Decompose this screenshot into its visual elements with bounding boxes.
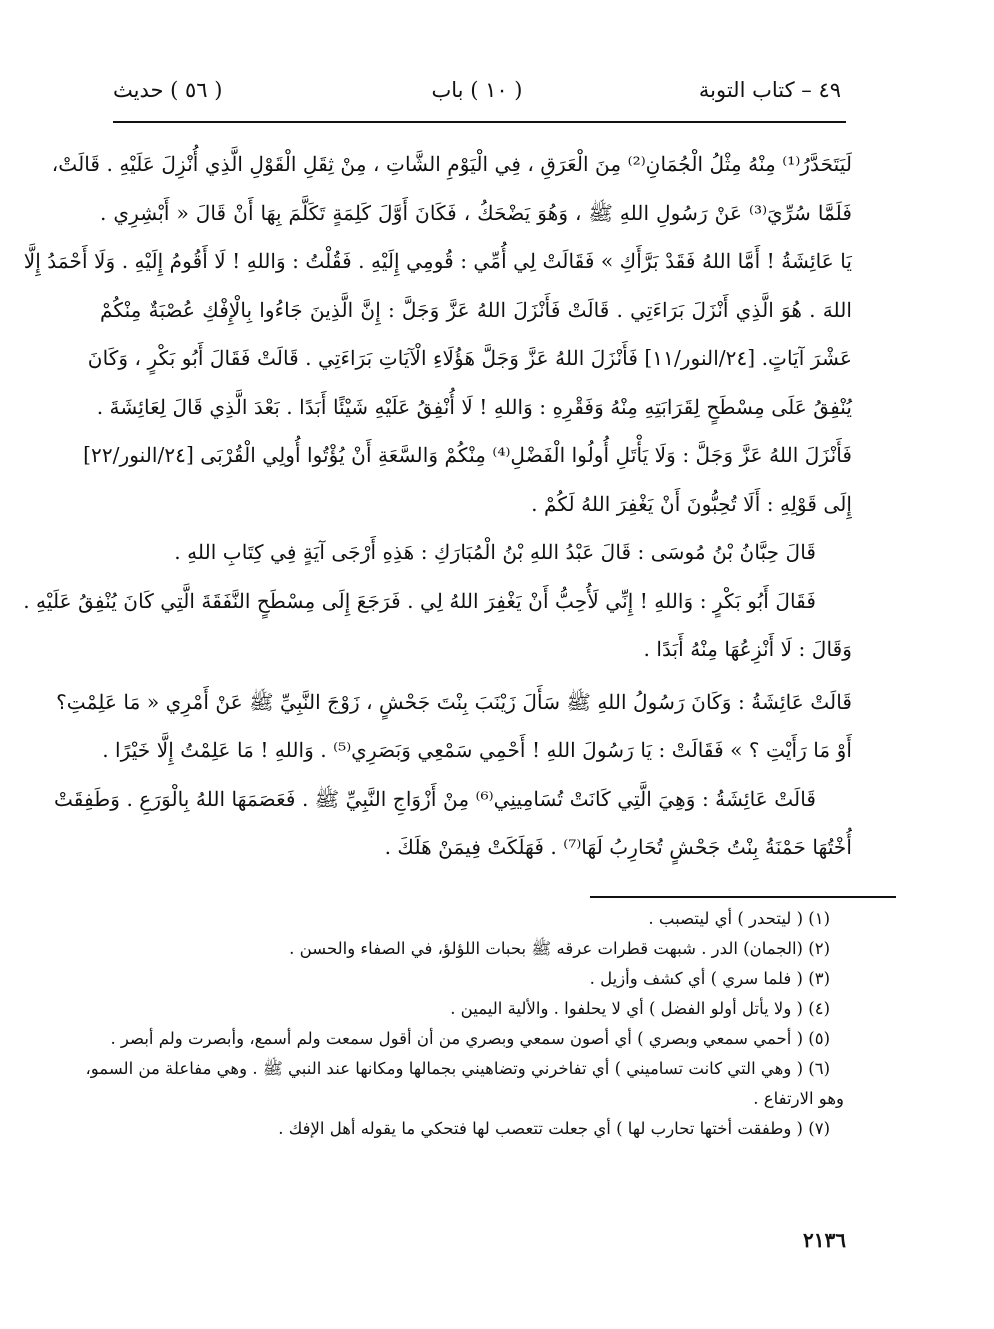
text-line: فَلَمَّا سُرِّيَ⁽³⁾ عَنْ رَسُولِ اللهِ ﷺ ، وَهُوَ يَضْحَكُ ، فَكَانَ أَوَّلَ كَلِمَةٍ تَكَلَّمَ بِهَا أَنْ قَالَ « أَبْشِرِي .: [100, 200, 852, 225]
header-rule: [113, 121, 846, 123]
text-line: قَالَتْ عَائِشَةُ : وَكَانَ رَسُولُ اللهِ ﷺ سَأَلَ زَيْنَبَ بِنْتَ جَحْشٍ ، زَوْجَ النَّبِيِّ ﷺ عَنْ أَمْرِي « مَا عَلِمْتِ؟: [56, 689, 852, 714]
footnote: (٥) ( أحمي سمعي وبصري ) أي أصون سمعي وبصري من أن أقول سمعت ولم أسمع، وأبصرت ولم أبصر .: [110, 1029, 830, 1048]
text-line: أُخْتُهَا حَمْنَةُ بِنْتُ جَحْشٍ تُحَارِبُ لَهَا⁽⁷⁾ . فَهَلَكَتْ فِيمَنْ هَلَكَ .: [384, 835, 852, 859]
footnote: (٧) ( وطفقت أختها تحارب لها ) أي جعلت تتعصب لها فتحكي ما يقوله أهل الإفك .: [278, 1119, 830, 1138]
footnote: (٢) (الجمان) الدر . شبهت قطرات عرقه ﷺ بحبات اللؤلؤ، في الصفاء والحسن .: [289, 939, 830, 958]
footnotes: [85, 904, 844, 1144]
header-chapter: ( ١٠ ) باب: [431, 78, 523, 102]
header-book-title: ٤٩ – كتاب التوبة: [698, 78, 841, 102]
text-line: فَأَنْزَلَ اللهُ عَزَّ وَجَلَّ : وَلَا يَأْتَلِ أُولُوا الْفَضْلِ⁽⁴⁾ مِنْكُمْ وَالسَّعَةِ أَنْ يُؤْتُوا أُولِي الْقُرْبَى [٢٤/النور/٢٢]: [83, 443, 852, 467]
text-line: اللهَ . هُوَ الَّذِي أَنْزَلَ بَرَاءَتِي . قَالَتْ فَأَنْزَلَ اللهُ عَزَّ وَجَلَّ : إِنَّ الَّذِينَ جَاءُوا بِالْإِفْكِ عُصْبَةٌ مِنْكُمْ: [100, 297, 852, 322]
text-line: وَقَالَ : لَا أَنْزِعُهَا مِنْهُ أَبَدًا .: [643, 637, 852, 661]
text-line: عَشْرَ آيَاتٍ. [٢٤/النور/١١] فَأَنْزَلَ اللهُ عَزَّ وَجَلَّ هَؤُلَاءِ الْآيَاتِ بَرَاءَتِي . قَالَتْ فَقَالَ أَبُو بَكْرٍ ، وَكَانَ: [87, 346, 852, 370]
footnote: (٤) ( ولا يأتل أولو الفضل ) أي لا يحلفوا . والألية اليمين .: [450, 999, 830, 1018]
text-line: يَا عَائِشَةُ ! أَمَّا اللهُ فَقَدْ بَرَّأَكِ » فَقَالَتْ لِي أُمِّي : قُومِي إِلَيْهِ . فَقُلْتُ : وَاللهِ ! لَا أَقُومُ إِلَيْهِ . وَلَا أَحْمَدُ إِلَّا: [23, 249, 852, 273]
text-line: قَالَ حِبَّانُ بْنُ مُوسَى : قَالَ عَبْدُ اللهِ بْنُ الْمُبَارَكِ : هَذِهِ أَرْجَى آيَةٍ فِي كِتَابِ اللهِ .: [174, 540, 816, 564]
text-line: فَقَالَ أَبُو بَكْرٍ : وَاللهِ ! إِنِّي لَأُحِبُّ أَنْ يَغْفِرَ اللهُ لِي . فَرَجَعَ إِلَى مِسْطَحٍ النَّفَقَةَ الَّتِي كَانَ يُنْفِقُ عَلَيْهِ .: [23, 588, 816, 613]
footnote-continuation: وهو الارتفاع .: [753, 1089, 844, 1108]
text-line: لَيَتَحَدَّرُ⁽¹⁾ مِنْهُ مِثْلُ الْجُمَانِ⁽²⁾ مِنَ الْعَرَقِ ، فِي الْيَوْمِ الشَّاتِ ، مِنْ ثِقَلِ الْقَوْلِ الَّذِي أُنْزِلَ عَلَيْهِ . قَالَتْ،: [51, 152, 852, 176]
running-header: [113, 78, 841, 120]
text-line: إِلَى قَوْلِهِ : أَلَا تُحِبُّونَ أَنْ يَغْفِرَ اللهُ لَكُمْ .: [531, 491, 852, 516]
footnote-rule: [590, 896, 896, 898]
page-number: ٢١٣٦: [803, 1228, 846, 1252]
hadith-text: [23, 140, 852, 872]
header-hadith-number: ( ٥٦ ) حديث: [113, 78, 223, 102]
footnote: (١) ( ليتحدر ) أي ليتصبب .: [648, 909, 830, 928]
footnote: (٣) ( فلما سري ) أي كشف وأزيل .: [589, 969, 830, 988]
text-line: يُنْفِقُ عَلَى مِسْطَحٍ لِقَرَابَتِهِ مِنْهُ وَفَقْرِهِ : وَاللهِ ! لَا أُنْفِقُ عَلَيْهِ شَيْئًا أَبَدًا . بَعْدَ الَّذِي قَالَ لِعَائِشَةَ .: [96, 394, 852, 419]
text-line: قَالَتْ عَائِشَةُ : وَهِيَ الَّتِي كَانَتْ تُسَامِينِي⁽⁶⁾ مِنْ أَزْوَاجِ النَّبِيِّ ﷺ . فَعَصَمَهَا اللهُ بِالْوَرَعِ . وَطَفِقَتْ: [53, 786, 816, 811]
text-line: أَوْ مَا رَأَيْتِ ؟ » فَقَالَتْ : يَا رَسُولَ اللهِ ! أَحْمِي سَمْعِي وَبَصَرِي⁽⁵⁾ . وَاللهِ ! مَا عَلِمْتُ إِلَّا خَيْرًا .: [102, 738, 852, 762]
footnote: (٦) ( وهي التي كانت تساميني ) أي تفاخرني وتضاهيني بجمالها ومكانها عند النبي ﷺ . وهي مفاعلة من السمو،: [85, 1059, 830, 1078]
